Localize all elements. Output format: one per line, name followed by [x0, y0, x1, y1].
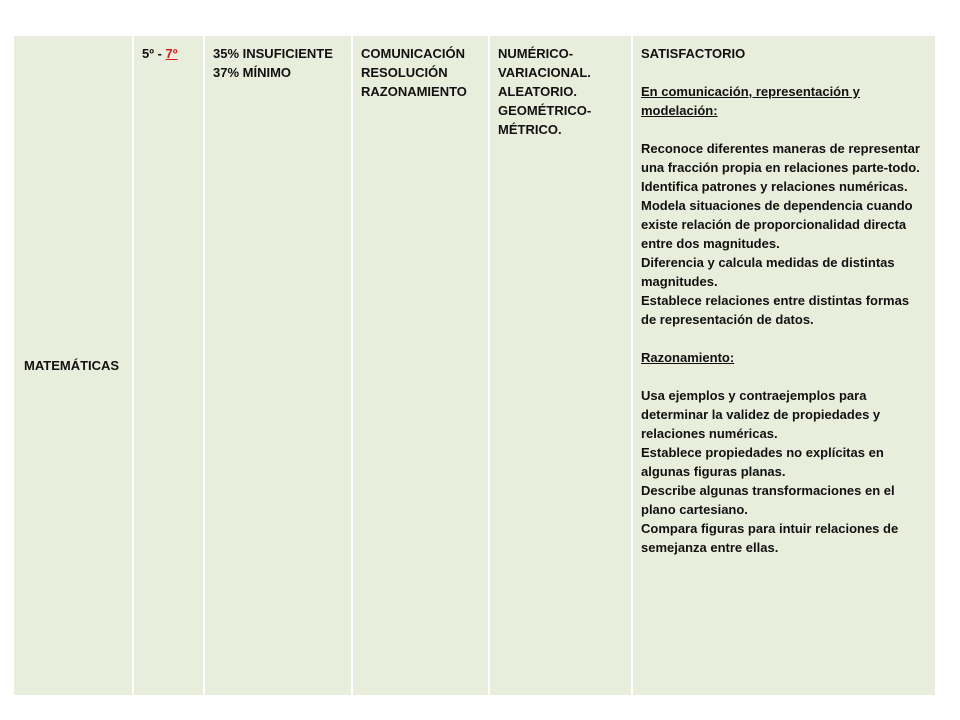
- thinking-numerico: NUMÉRICO-VARIACIONAL.: [498, 46, 591, 80]
- section-reasoning-title: Razonamiento:: [641, 350, 735, 365]
- achievement-item: Reconoce diferentes maneras de representar una fracción propia en relaciones parte-todo.: [641, 141, 920, 175]
- process-resolucion: RESOLUCIÓN: [361, 65, 448, 80]
- achievement-cell: [632, 36, 935, 696]
- thinking-aleatorio: ALEATORIO.: [498, 84, 577, 99]
- processes-cell: [352, 36, 489, 696]
- section-communication-title: En comunicación, representación y modelación:: [641, 84, 860, 118]
- thinking-cell: [489, 36, 632, 696]
- grade-start: 5º: [142, 46, 154, 61]
- grade-end: 7º: [165, 46, 178, 61]
- subject-label: MATEMÁTICAS: [24, 358, 120, 373]
- table-row: [13, 36, 935, 696]
- subject-cell: [13, 36, 133, 696]
- result-minimo: 37% MÍNIMO: [213, 65, 292, 80]
- result-insuficiente: 35% INSUFICIENTE: [213, 46, 333, 61]
- process-comunicacion: COMUNICACIÓN: [361, 46, 465, 61]
- grade-cell: [133, 36, 204, 696]
- achievement-item: Modela situaciones de dependencia cuando existe relación de proporcionalidad directa entre dos magnitudes.: [641, 198, 913, 251]
- achievement-item: Establece propiedades no explícitas en algunas figuras planas.: [641, 445, 884, 479]
- results-table: [12, 35, 936, 696]
- achievement-item: Usa ejemplos y contraejemplos para determinar la validez de propiedades y relaciones numéricas.: [641, 388, 881, 441]
- achievement-item: Identifica patrones y relaciones numéricas.: [641, 179, 908, 194]
- achievement-item: Compara figuras para intuir relaciones de semejanza entre ellas.: [641, 521, 899, 555]
- results-cell: [204, 36, 352, 696]
- achievement-level: SATISFACTORIO: [641, 46, 746, 61]
- grade-separator: -: [153, 46, 166, 61]
- achievement-item: Diferencia y calcula medidas de distintas magnitudes.: [641, 255, 895, 289]
- thinking-geometrico: GEOMÉTRICO-MÉTRICO.: [498, 103, 592, 137]
- process-razonamiento: RAZONAMIENTO: [361, 84, 467, 99]
- achievement-item: Describe algunas transformaciones en el plano cartesiano.: [641, 483, 895, 517]
- achievement-item: Establece relaciones entre distintas formas de representación de datos.: [641, 293, 910, 327]
